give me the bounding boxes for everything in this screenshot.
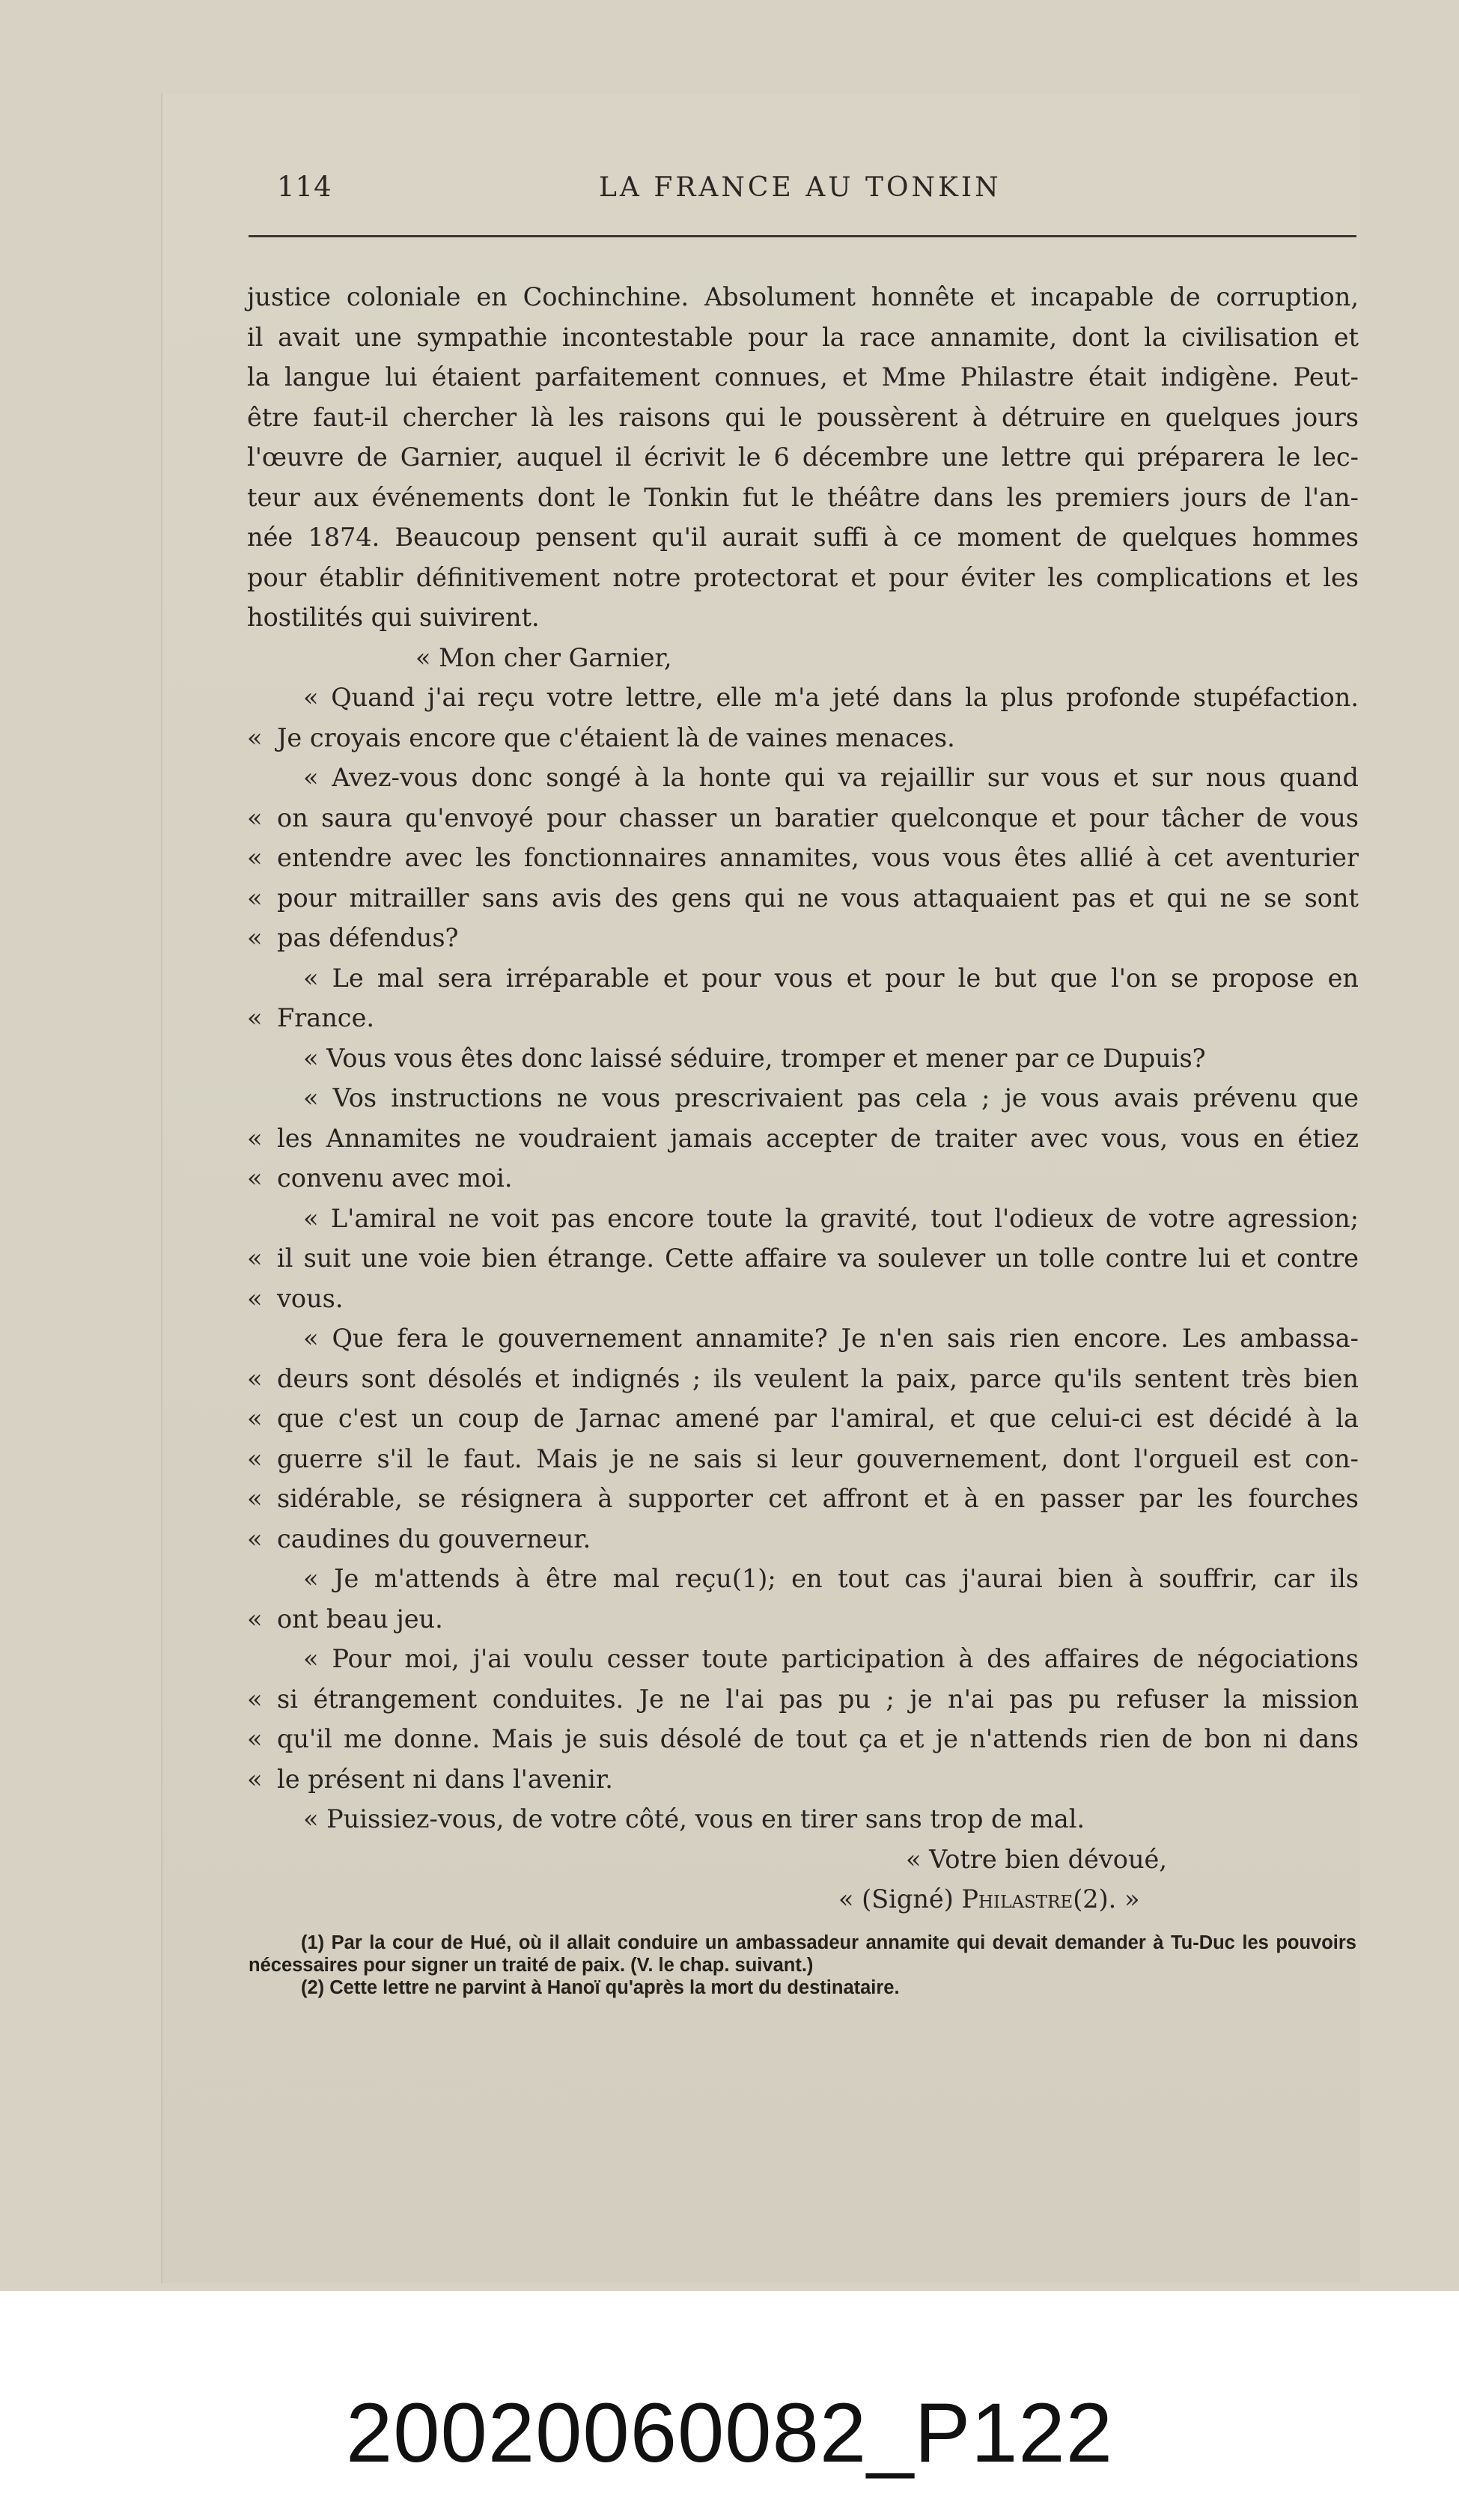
letter-line-text: « Que fera le gouvernement annamite? Je n'en sais rien encore. Les ambassa- (303, 1324, 1359, 1353)
letter-line (247, 1158, 1359, 1199)
letter-line-text: qu'il me donne. Mais je suis désolé de tout ça et je n'attends rien de bon ni dans (277, 1724, 1359, 1753)
letter-line-text: les Annamites ne voudraient jamais accepter de traiter avec vous, vous en étiez (277, 1123, 1359, 1153)
header-rule (249, 235, 1356, 237)
quote-mark: « (247, 1163, 263, 1193)
text-line: justice coloniale en Cochinchine. Absolument honnête et incapable de corruption, (247, 282, 1359, 311)
intro-paragraph (247, 277, 1359, 638)
letter-line-text: France. (277, 1003, 375, 1032)
footnote-1: (1) Par la cour de Hué, où il allait conduire un ambassadeur annamite qui devait demander à Tu-Duc les pouvoirs nécessaires pour signer un traité de paix. (V. le chap. suivant.) (249, 1932, 1356, 1976)
letter-signature (247, 1879, 1359, 1920)
letter-line (247, 1639, 1359, 1679)
letter-line-text: vous. (277, 1283, 344, 1313)
image-caption: 20020060082_P122 (345, 2386, 1114, 2480)
page-header (255, 171, 1359, 216)
letter-line (247, 718, 1359, 758)
letter-line (247, 1359, 1359, 1399)
footnotes (249, 1932, 1356, 1999)
quote-mark: « (247, 1764, 263, 1794)
letter-line (247, 838, 1359, 878)
quote-mark: « (247, 1003, 263, 1032)
letter-line-text: « Vous vous êtes donc laissé séduire, tromper et mener par ce Dupuis? (303, 1043, 1206, 1073)
quote-mark: « (247, 883, 263, 913)
letter-line (247, 878, 1359, 919)
letter-line (247, 1038, 1359, 1079)
quote-mark: « (247, 1484, 263, 1513)
letter-line-text: on saura qu'envoyé pour chasser un baratier quelconque et pour tâcher de vous (277, 803, 1359, 833)
letter-line (247, 998, 1359, 1038)
letter-line-text: entendre avec les fonctionnaires annamites, vous vous êtes allié à cet aventurier (277, 843, 1359, 872)
letter-line-text: le présent ni dans l'avenir. (277, 1764, 613, 1794)
letter-line-text: Je croyais encore que c'étaient là de vaines menaces. (277, 722, 955, 752)
text-line: née 1874. Beaucoup pensent qu'il aurait suffi à ce moment de quelques hommes (247, 523, 1359, 552)
quote-mark: « (247, 1404, 263, 1433)
letter-line-text: ont beau jeu. (277, 1604, 443, 1634)
letter-line (247, 1799, 1359, 1839)
text-line: teur aux événements dont le Tonkin fut le théâtre dans les premiers jours de l'an- (247, 482, 1359, 512)
quote-mark: « (247, 1363, 263, 1393)
letter-line-text: si étrangement conduites. Je ne l'ai pas pu ; je n'ai pas pu refuser la mission (277, 1684, 1359, 1714)
signature-suffix: (2). » (1073, 1884, 1140, 1914)
letter-line (247, 1439, 1359, 1479)
quote-mark: « (247, 1524, 263, 1553)
letter-line (247, 1519, 1359, 1559)
letter-line (247, 758, 1359, 798)
letter-line (247, 678, 1359, 718)
letter-line (247, 798, 1359, 839)
letter-line-text: pas défendus? (277, 923, 459, 952)
letter-line-text: « Avez-vous donc songé à la honte qui va rejaillir sur vous et sur nous quand (303, 763, 1359, 792)
letter-line (247, 1719, 1359, 1759)
letter-line-text: « Pour moi, j'ai voulu cesser toute participation à des affaires de négociations (303, 1644, 1359, 1673)
text-line: la langue lui étaient parfaitement connues, et Mme Philastre était indigène. Peut- (247, 362, 1359, 392)
signature-name: Philastre (961, 1884, 1073, 1914)
letter-line (247, 1238, 1359, 1279)
letter-line (247, 1119, 1359, 1159)
footnote-2: (2) Cette lettre ne parvint à Hanoï qu'après la mort du destinataire. (301, 1977, 900, 1998)
letter-line (247, 1679, 1359, 1720)
text-line: pour établir définitivement notre protectorat et pour éviter les complications et les (247, 562, 1359, 592)
letter-body (247, 678, 1359, 1839)
quote-mark: « (247, 1604, 263, 1634)
letter-line (247, 958, 1359, 999)
letter-line (247, 1279, 1359, 1319)
letter-line-text: sidérable, se résignera à supporter cet affront et à en passer par les fourches (277, 1484, 1359, 1513)
quote-mark: « (247, 1724, 263, 1753)
quote-mark: « (247, 1123, 263, 1153)
quote-mark: « (247, 923, 263, 952)
letter-line (247, 1199, 1359, 1239)
letter-line-text: « Quand j'ai reçu votre lettre, elle m'a jeté dans la plus profonde stupéfaction. (303, 683, 1359, 712)
letter-line-text: guerre s'il le faut. Mais je ne sais si leur gouvernement, dont l'orgueil est con- (277, 1443, 1359, 1473)
letter-line (247, 1559, 1359, 1599)
quote-mark: « (247, 843, 263, 872)
signature-prefix: « (Signé) (838, 1884, 962, 1914)
letter-line-text: que c'est un coup de Jarnac amené par l'amiral, et que celui-ci est décidé à la (277, 1404, 1359, 1433)
letter-line-text: caudines du gouverneur. (277, 1524, 591, 1553)
letter-line (247, 1759, 1359, 1800)
letter-line (247, 1479, 1359, 1519)
letter-line (247, 1318, 1359, 1359)
quote-mark: « (247, 803, 263, 833)
page-body (247, 277, 1359, 1920)
text-line: hostilités qui suivirent. (247, 603, 540, 632)
letter-line-text: « Vos instructions ne vous prescrivaient pas cela ; je vous avais prévenu que (303, 1083, 1359, 1113)
letter-line (247, 1078, 1359, 1119)
running-title: LA FRANCE AU TONKIN (599, 172, 1002, 203)
text-line: être faut-il chercher là les raisons qui le poussèrent à détruire en quelques jours (247, 402, 1359, 432)
letter-line-text: « L'amiral ne voit pas encore toute la gravité, tout l'odieux de votre agression; (303, 1203, 1359, 1233)
letter-line-text: convenu avec moi. (277, 1163, 513, 1193)
letter-line-text: « Puissiez-vous, de votre côté, vous en tirer sans trop de mal. (303, 1804, 1085, 1833)
letter-line (247, 1599, 1359, 1640)
text-line: l'œuvre de Garnier, auquel il écrivit le 6 décembre une lettre qui préparera le lec- (247, 442, 1359, 472)
letter-line-text: il suit une voie bien étrange. Cette affaire va soulever un tolle contre lui et contre (277, 1244, 1359, 1273)
letter-line (247, 1399, 1359, 1439)
letter-line-text: « Je m'attends à être mal reçu(1); en tout cas j'aurai bien à souffrir, car ils (303, 1564, 1359, 1593)
letter-closing: « Votre bien dévoué, (906, 1844, 1168, 1874)
quote-mark: « (247, 1244, 263, 1273)
letter-line-text: pour mitrailler sans avis des gens qui ne vous attaquaient pas et qui ne se sont (277, 883, 1359, 913)
text-line: il avait une sympathie incontestable pour la race annamite, dont la civilisation et (247, 322, 1359, 352)
quote-mark: « (247, 722, 263, 752)
letter-salutation: « Mon cher Garnier, (415, 642, 672, 672)
letter-line (247, 918, 1359, 958)
letter-line-text: « Le mal sera irréparable et pour vous et pour le but que l'on se propose en (303, 963, 1359, 993)
letter-line-text: deurs sont désolés et indignés ; ils veulent la paix, parce qu'ils sentent très bien (277, 1363, 1359, 1393)
quote-mark: « (247, 1684, 263, 1714)
quote-mark: « (247, 1443, 263, 1473)
quote-mark: « (247, 1283, 263, 1313)
page-number: 114 (277, 171, 332, 203)
